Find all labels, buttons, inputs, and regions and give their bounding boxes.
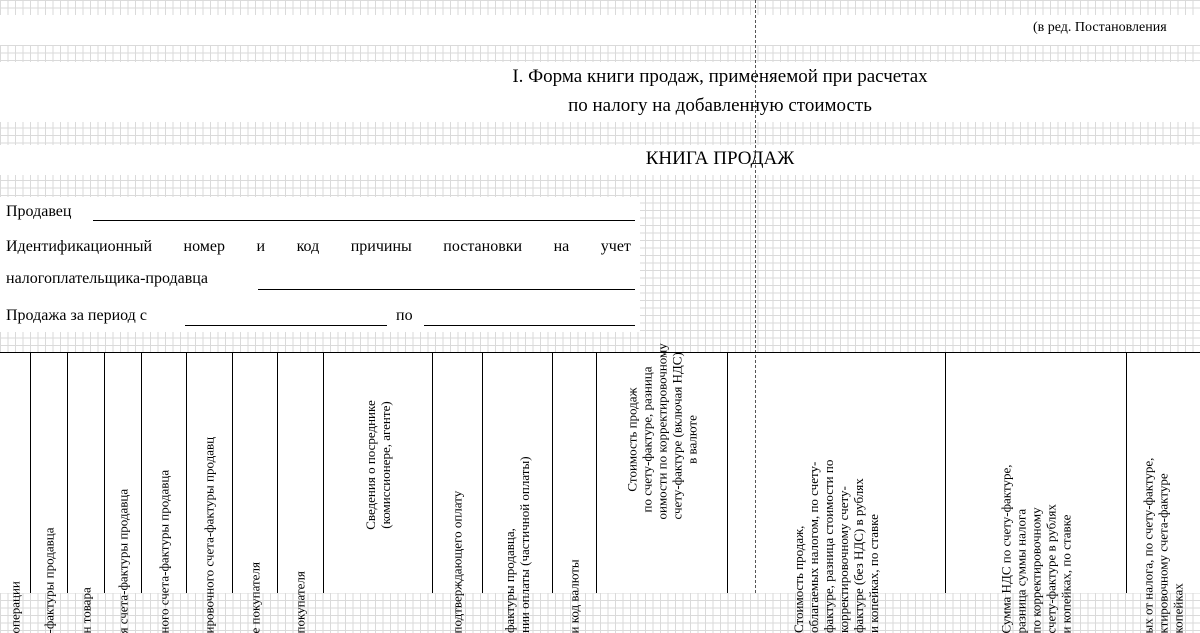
column-header-line: ировочного счета-фактуры продавц (201, 436, 217, 633)
column-header-line: подтверждающего оплату (449, 490, 465, 633)
column-header (115, 273, 130, 633)
column-header (41, 273, 56, 633)
column-header-line: покупателя (292, 570, 308, 633)
column-border (727, 352, 728, 593)
column-header-line: счету-фактуре в рублях (1043, 503, 1058, 633)
inn-word: причины (350, 238, 412, 255)
column-border (67, 352, 68, 593)
seller-field[interactable] (93, 220, 635, 221)
column-header-line: -фактуры продавца (41, 527, 56, 633)
column-border (1126, 352, 1127, 593)
book-title: КНИГА ПРОДАЖ (645, 148, 795, 169)
note-band (0, 15, 1200, 45)
inn-word: код (296, 238, 320, 255)
column-header-line: нии оплаты (частичной оплаты) (517, 456, 532, 633)
inn-label-line2: налогоплательщика-продавца (6, 270, 208, 287)
column-header-line: Сведения о посреднике (362, 400, 378, 530)
column-header-line: облагаемых налогом, по счету- (806, 461, 821, 633)
column-header-line: по счету-фактуре, разница (639, 365, 654, 513)
column-header-line: копейках (1170, 582, 1186, 633)
column-header-line: (комиссионере, агенте) (377, 401, 393, 529)
column-header-line: по корректировочному (1028, 506, 1043, 633)
column-border (30, 352, 31, 593)
column-border (186, 352, 187, 593)
column-header-line: и копейках, по ставке (866, 514, 881, 633)
column-header (567, 273, 582, 633)
column-header-line: счету-фактуре (включая НДС) (669, 351, 684, 519)
page-break-line (755, 0, 756, 593)
column-border (945, 352, 946, 593)
column-header-line: Стоимость продаж (624, 386, 639, 492)
column-header-line: и код валюты (566, 558, 582, 633)
column-header-line: корректировочному счету- (836, 486, 851, 633)
column-header (1141, 273, 1186, 633)
column-header-line: н товара (78, 586, 93, 633)
column-header (998, 273, 1073, 633)
form-title-line1: I. Форма книги продаж, применяемой при расчетах (512, 66, 928, 87)
column-header-line: и копейках, по ставке (1058, 514, 1073, 633)
inn-word: номер (183, 238, 226, 255)
column-border (277, 352, 278, 593)
column-border (596, 352, 597, 593)
seller-label: Продавец (6, 203, 72, 220)
column-header-line: разница суммы налога (1013, 508, 1028, 633)
column-header-line: Стоимость продаж, (791, 525, 806, 633)
inn-word: Идентификационный (6, 238, 153, 255)
column-header (624, 342, 699, 519)
column-header-line: Сумма НДС по счету-фактуре, (998, 464, 1013, 633)
column-header (293, 273, 308, 633)
column-border (482, 352, 483, 593)
column-header-line: е покупателя (247, 561, 262, 633)
column-header-line: оимости по корректировочному (654, 342, 669, 519)
column-border (232, 352, 233, 593)
column-header (156, 273, 171, 633)
column-header-line: фактуре, разница стоимости по (821, 459, 836, 633)
column-header (450, 273, 465, 633)
column-header-line: ых от налога, по счету-фактуре, (1140, 457, 1156, 633)
inn-label-line (6, 238, 631, 256)
column-border (323, 352, 324, 593)
inn-word: на (553, 238, 570, 255)
column-header (363, 359, 393, 571)
column-header (791, 273, 881, 633)
column-header-line: операции (7, 580, 23, 633)
column-header (8, 273, 23, 633)
column-header (502, 273, 532, 633)
column-header-line: фактуре (без НДС) в рублях (851, 478, 866, 633)
column-header-line: в валюте (684, 414, 699, 464)
column-header-line: ктировочному счета-фактуре (1155, 472, 1171, 633)
column-border (104, 352, 105, 593)
column-border (552, 352, 553, 593)
column-border (432, 352, 433, 593)
amendment-note: (в ред. Постановления (1033, 20, 1167, 35)
inn-word: постановки (443, 238, 523, 255)
form-title-line2: по налогу на добавленную стоимость (568, 95, 872, 116)
period-from-label: Продажа за период с (6, 307, 147, 324)
column-header (202, 273, 217, 633)
inn-word: учет (600, 238, 631, 255)
column-header-line: ного счета-фактуры продавца (156, 469, 171, 633)
column-border (141, 352, 142, 593)
column-header (78, 273, 93, 633)
column-header-line: я счета-фактуры продавца (115, 488, 130, 633)
column-header-line: фактуры продавца, (502, 528, 517, 633)
period-to-label: по (396, 307, 413, 324)
inn-word: и (256, 238, 266, 255)
column-header (247, 273, 262, 633)
